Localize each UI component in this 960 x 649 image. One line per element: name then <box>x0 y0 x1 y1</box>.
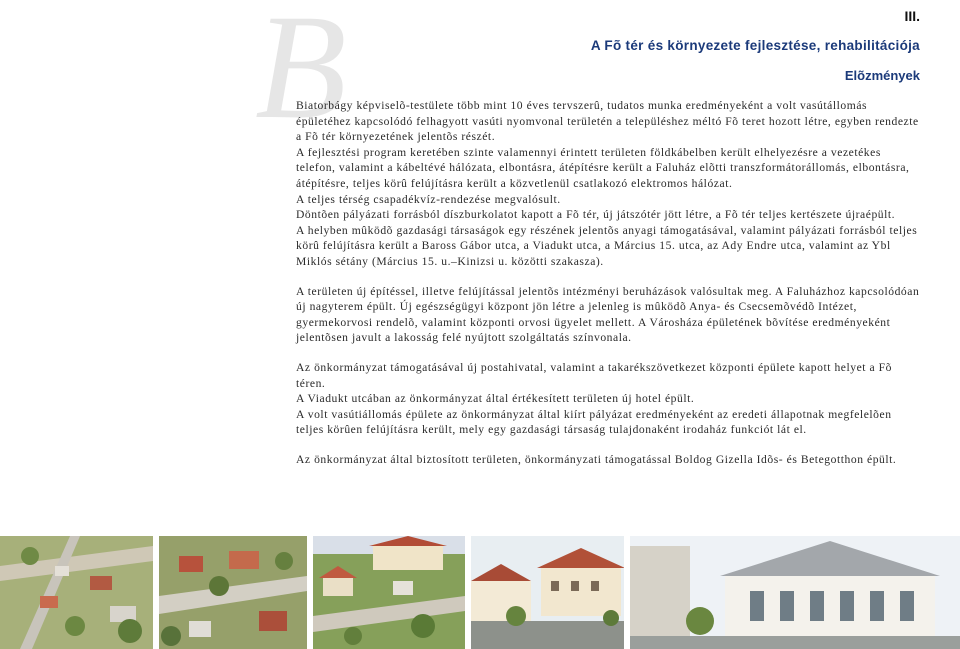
station-building-photo <box>630 536 960 649</box>
aerial-photo-1 <box>0 536 153 649</box>
paragraph: Döntõen pályázati forrásból díszburkolatot kapott a Fõ tér, új játszótér jött létre, a Fõ tér teljes kertészete újraépült. <box>296 208 896 222</box>
paragraph: A volt vasútiállomás épülete az önkormányzat által kiírt pályázat eredményeként az eredeti állapotnak megfelelõen teljes körûen felújításra került, mely egy gazdasági társaság tulajdonaként irodaház funkciót lát el. <box>296 407 892 437</box>
section-heading: Elõzmények <box>844 68 920 83</box>
aerial-photo-3 <box>313 536 465 649</box>
photo-strip <box>0 536 960 649</box>
paragraph: Az önkormányzat támogatásával új postahivatal, valamint a takarékszövetkezet központi épülete kapott helyet a Fõ téren. <box>296 360 893 390</box>
paragraph: Biatorbágy képviselõ-testülete több mint 10 éves tervszerû, tudatos munka eredményeként a volt vasútállomás épületéhez kapcsolódó felhagyott vasúti nyomvonal területén a településhez méltó Fõ teret hozott létre, egyben rendezte a Fõ tér környezetének jelentõs részét. <box>296 99 919 144</box>
paragraph: A Viadukt utcában az önkormányzat által értékesített területen új hotel épült. <box>296 392 695 406</box>
body-text <box>296 98 922 467</box>
paragraph: A fejlesztési program keretében szinte valamennyi érintett területen földkábelben került elhelyezésre a vezetékes telefon, valamint a kábeltévé hálózata, elbontásra, átépítésre került a Faluház elõtti transzformátorállomás, elbontásra, átépítésre, teljes körû felújításra került a közvetlenül csatlakozó elektromos hálózat. <box>296 145 910 190</box>
town-square-photo <box>471 536 624 649</box>
aerial-photo-2 <box>159 536 307 649</box>
paragraph: Az önkormányzat által biztosított területen, önkormányzati támogatással Boldog Gizella Idõs- és Betegotthon épült. <box>296 452 897 466</box>
paragraph: A területen új építéssel, illetve felújítással jelentõs intézményi beruházások valósultak meg. A Faluházhoz kapcsolódóan új nagyterem épült. Új egészségügyi központ jön létre a jelenleg is mûködõ Anya- és Csecsemõvédõ Intézet, gyermekorvosi rendelõ, valamint központi orvosi ügyelet mellett. A Városháza épületének bõvítése eredményeként jelentõsen javult a lakosság felé nyújtott szolgáltatás színvonala. <box>296 284 920 345</box>
page-number: III. <box>904 8 920 24</box>
page-title: A Fõ tér és környezete fejlesztése, rehabilitációja <box>590 38 920 53</box>
decorative-initial-letter: B <box>255 0 347 150</box>
paragraph: A helyben mûködõ gazdasági társaságok egy részének jelentõs anyagi támogatásával, valamint pályázati forrásból teljes körû felújításra került a Baross Gábor utca, a Viadukt utca, a Március 15. utca, az Ady Endre utca, valamint az Ybl Miklós sétány (Március 15. u.–Kinizsi u. közötti szakasza). <box>296 223 918 268</box>
paragraph: A teljes térség csapadékvíz-rendezése megvalósult. <box>296 192 561 206</box>
